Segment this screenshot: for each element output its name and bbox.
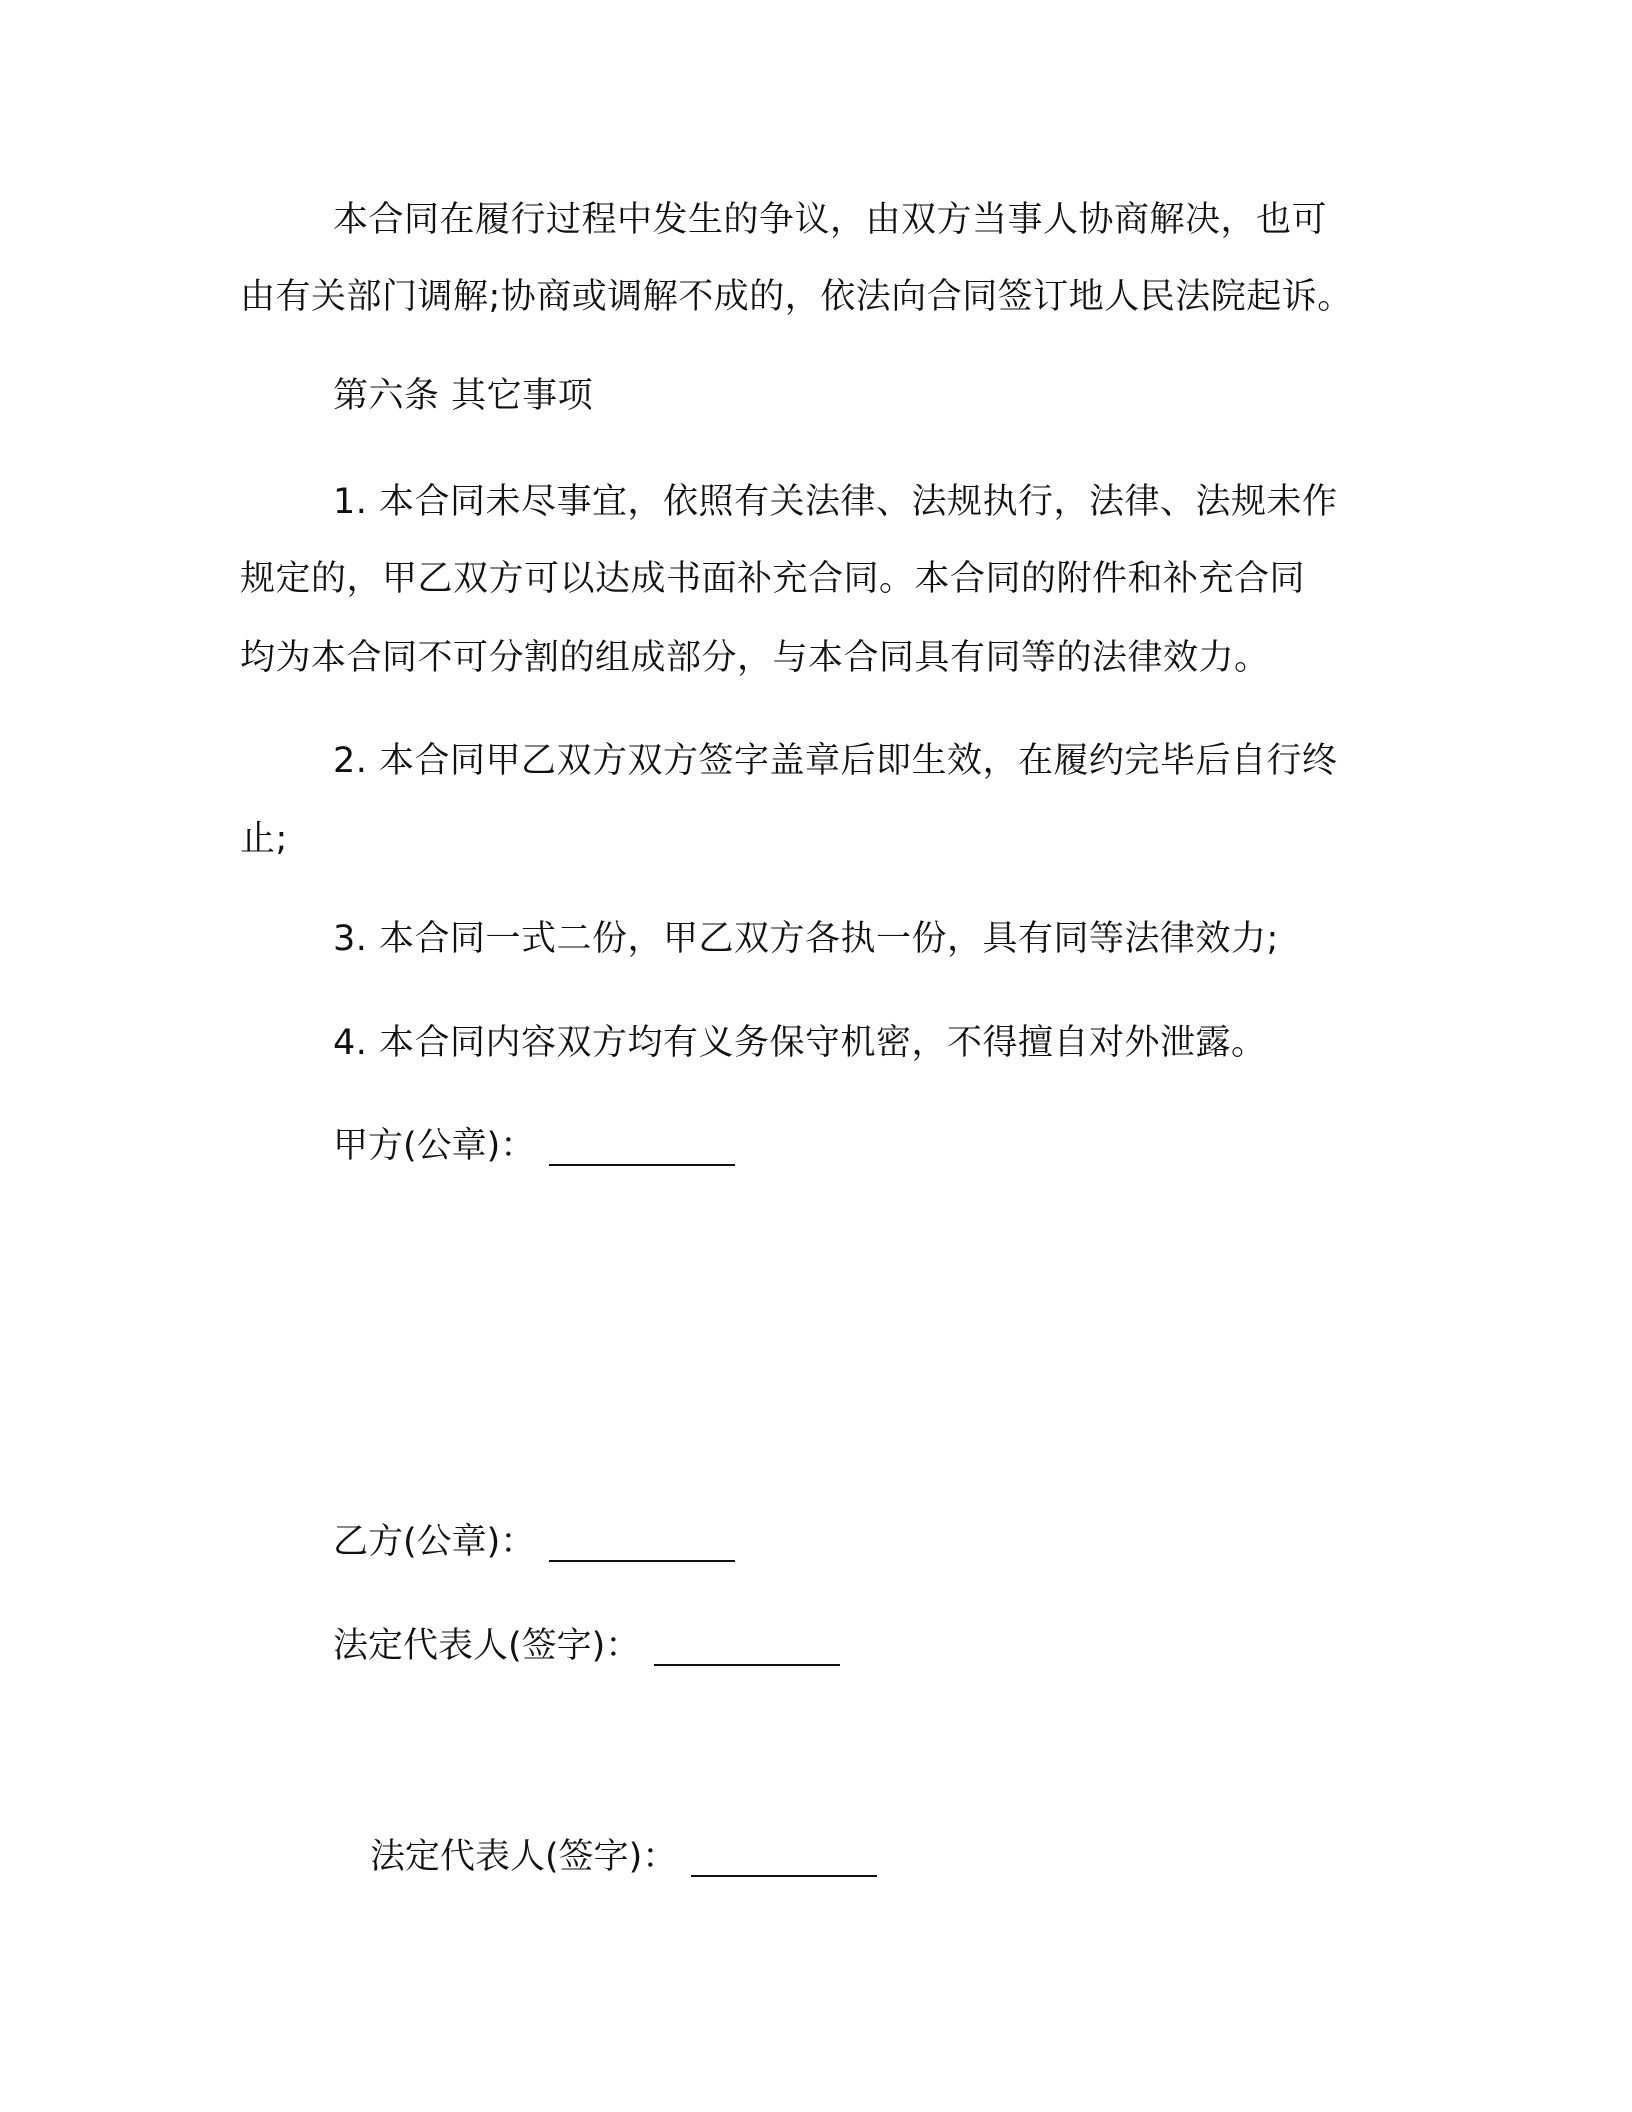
item-1-line-3: 均为本合同不可分割的组成部分，与本合同具有同等的法律效力。 xyxy=(240,638,1270,678)
dispute-line-1: 本合同在履行过程中发生的争议，由双方当事人协商解决，也可 xyxy=(333,200,1328,240)
legal-rep-2-signature-row xyxy=(370,1837,877,1877)
item-1-line-2: 规定的，甲乙双方可以达成书面补充合同。本合同的附件和补充合同 xyxy=(240,559,1306,599)
item-4: 4. 本合同内容双方均有义务保守机密，不得擅自对外泄露。 xyxy=(333,1023,1267,1063)
legal-rep-1-blank[interactable] xyxy=(654,1630,840,1666)
legal-rep-1-signature-row xyxy=(333,1626,840,1666)
dispute-line-2: 由有关部门调解;协商或调解不成的，依法向合同签订地人民法院起诉。 xyxy=(240,277,1353,317)
party-b-label: 乙方(公章)： xyxy=(333,1522,536,1562)
party-b-blank[interactable] xyxy=(549,1526,735,1562)
article-6-heading: 第六条 其它事项 xyxy=(333,376,594,416)
party-a-signature-row xyxy=(333,1126,735,1166)
item-3: 3. 本合同一式二份，甲乙双方各执一份，具有同等法律效力; xyxy=(333,919,1279,959)
item-2-line-2: 止; xyxy=(240,819,288,859)
party-a-label: 甲方(公章)： xyxy=(333,1126,536,1166)
party-a-blank[interactable] xyxy=(549,1130,735,1166)
item-2-line-1: 2. 本合同甲乙双方双方签字盖章后即生效，在履约完毕后自行终 xyxy=(333,741,1338,781)
legal-rep-2-blank[interactable] xyxy=(691,1841,877,1877)
item-1-line-1: 1. 本合同未尽事宜，依照有关法律、法规执行，法律、法规未作 xyxy=(333,482,1338,522)
legal-rep-1-label: 法定代表人(签字)： xyxy=(333,1626,641,1666)
party-b-signature-row xyxy=(333,1522,735,1562)
legal-rep-2-label: 法定代表人(签字)： xyxy=(370,1837,678,1877)
